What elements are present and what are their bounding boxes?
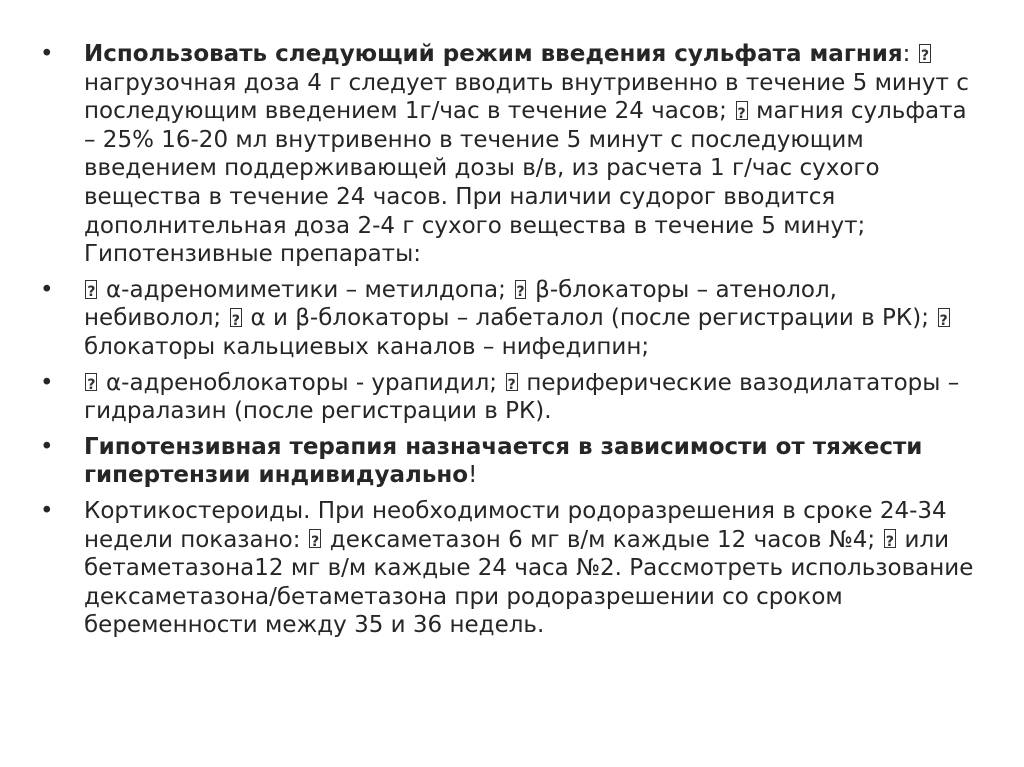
beta-blockers: β-блокаторы – атенолол, небиволол; — [84, 276, 837, 332]
missing-glyph-icon — [736, 101, 748, 120]
dexamethasone-dose: дексаметазон 6 мг в/м каждые 12 часов №4; — [322, 526, 883, 553]
missing-glyph-icon — [85, 280, 97, 299]
peripheral-vasodilators: периферические вазодилататоры – гидралазин (после регистрации в РК). — [84, 369, 960, 425]
bullet-item-antihypertensives — [40, 276, 980, 362]
therapy-note-bold: Гипотензивная терапия назначается в зависимости от тяжести гипертензии индивидуально — [84, 433, 923, 489]
therapy-note-exclamation: ! — [468, 462, 478, 489]
bullet-item-magnesium — [40, 40, 980, 269]
missing-glyph-icon — [85, 373, 97, 392]
alpha-beta-blockers: α и β-блокаторы – лабеталол (после регистрации в РК); — [243, 305, 937, 332]
missing-glyph-icon — [938, 308, 950, 327]
bullet-list — [40, 40, 980, 647]
bullet-dot-icon: • — [40, 369, 54, 396]
missing-glyph-icon — [230, 308, 242, 327]
bullet-dot-icon: • — [40, 497, 54, 524]
magnesium-heading: Использовать следующий режим введения сульфата магния — [84, 41, 903, 67]
bullet-dot-icon: • — [40, 41, 54, 67]
magnesium-colon: : — [902, 41, 918, 67]
missing-glyph-icon — [506, 373, 518, 392]
missing-glyph-icon — [515, 280, 527, 299]
betamethasone-dose: или бетаметазона12 мг в/м каждые 24 часа №2. Рассмотреть использование дексаметазона/бетаметазона при родоразрешении со сроком беременности между 35 и 36 недель. — [84, 526, 974, 639]
magnesium-loading-dose: нагрузочная доза 4 г следует вводить внутривенно в течение 5 минут с последующим введением 1г/час в течение 24 часов; — [84, 69, 969, 125]
bullet-dot-icon: • — [40, 276, 54, 303]
bullet-item-vasodilators — [40, 369, 980, 426]
missing-glyph-icon — [884, 529, 896, 548]
bullet-dot-icon: • — [40, 433, 54, 460]
alpha-adrenomimetics: α-адреномиметики – метилдопа; — [98, 276, 514, 303]
missing-glyph-icon — [309, 529, 321, 548]
missing-glyph-icon — [919, 44, 931, 63]
calcium-channel-blockers: блокаторы кальциевых каналов – нифедипин; — [84, 333, 650, 360]
magnesium-maintenance-dose: магния сульфата – 25% 16-20 мл внутривенно в течение 5 минут с последующим введением поддерживающей дозы в/в, из расчета 1 г/час сухого вещества в течение 24 часов. При наличии судорог вводится дополнительная доза 2-4 г сухого вещества в течение 5 минут; Гипотензивные препараты: — [84, 98, 967, 268]
bullet-item-corticosteroids — [40, 497, 980, 640]
corticosteroids-lead: Кортикостероиды. При необходимости родоразрешения в сроке 24-34 недели показано: — [84, 497, 947, 553]
bullet-item-therapy-note — [40, 433, 980, 490]
alpha-adrenoblockers: α-адреноблокаторы - урапидил; — [98, 369, 505, 396]
